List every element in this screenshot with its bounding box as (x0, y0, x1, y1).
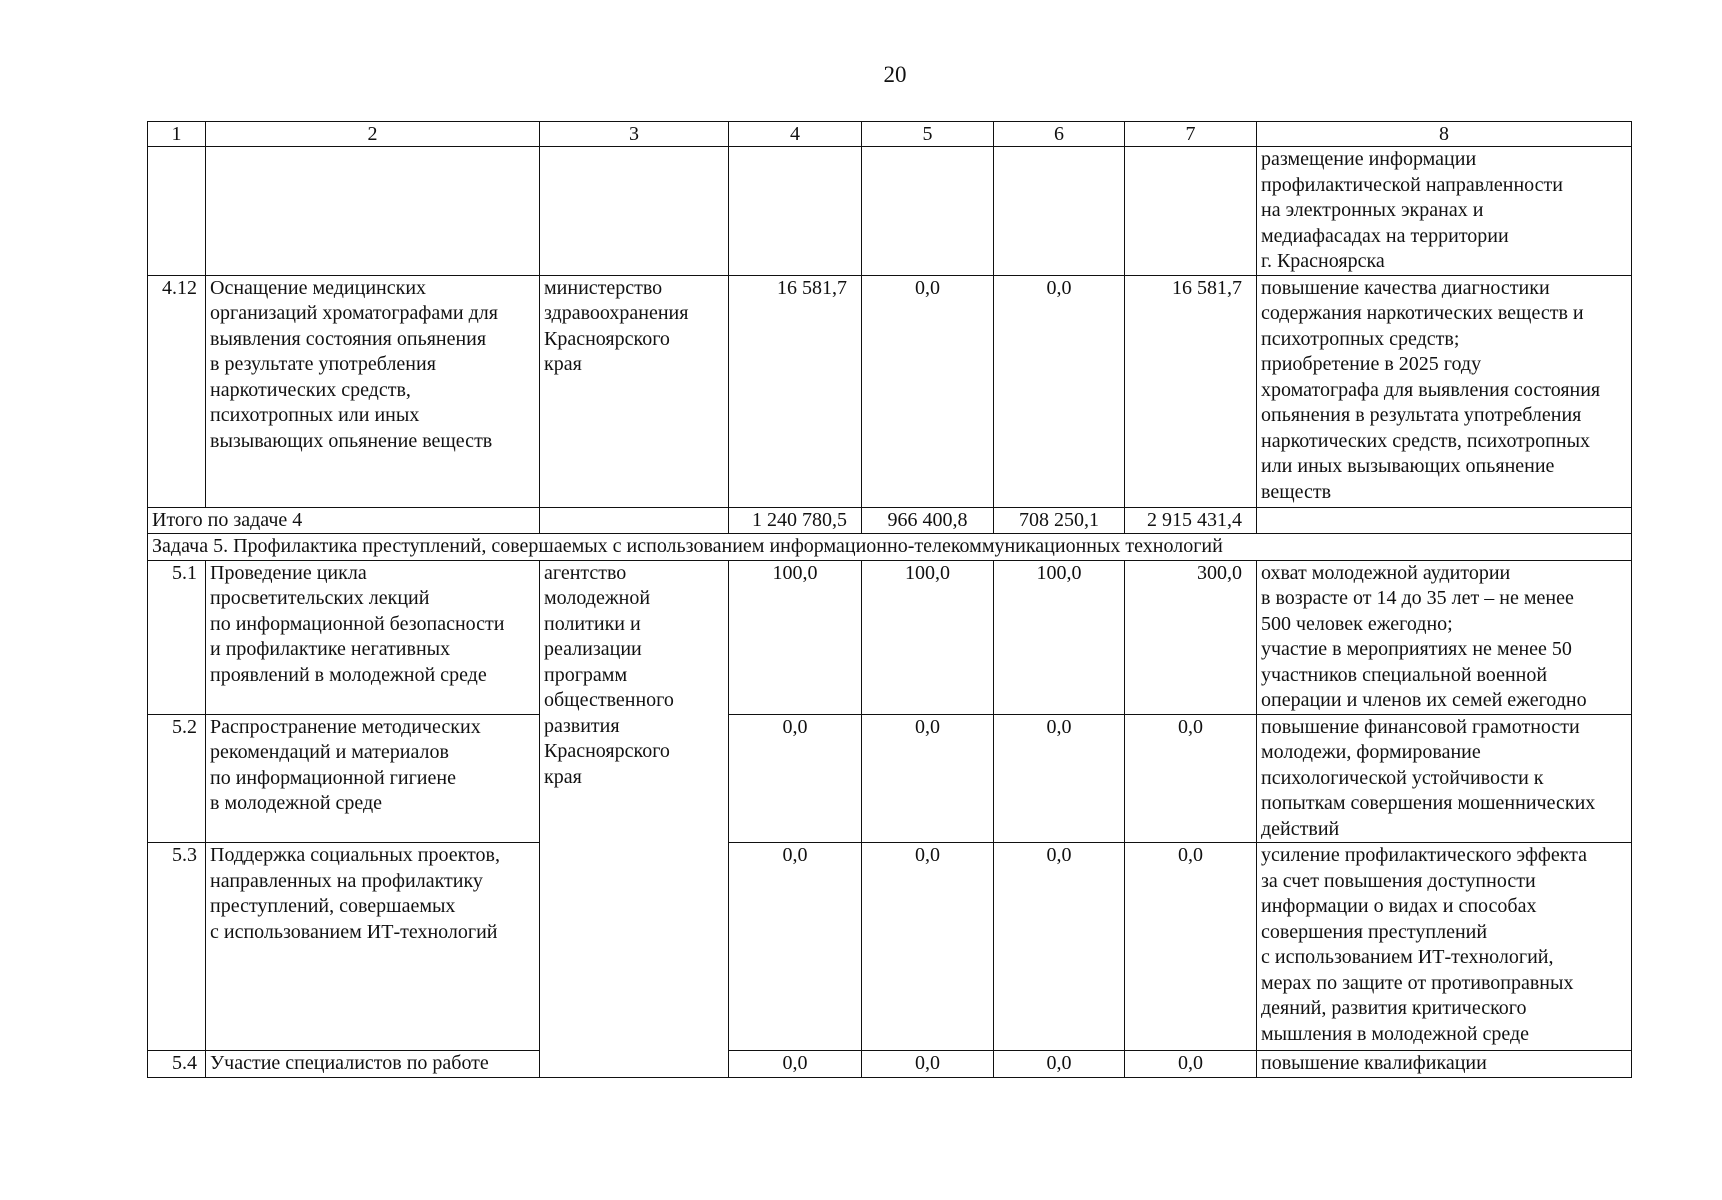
header-cell: 1 (148, 122, 206, 147)
result-cell: повышение финансовой грамотности молодежи, формирование психологической устойчивости к попыткам совершения мошеннических действий (1257, 714, 1632, 843)
value-col7: 16 581,7 (1125, 275, 1257, 507)
table-row-continuation (148, 147, 1632, 276)
header-row (148, 122, 1632, 147)
cell-empty (1257, 507, 1632, 534)
value-col6: 0,0 (994, 1051, 1125, 1078)
value-col6: 0,0 (994, 714, 1125, 843)
table-row-5-4 (148, 1051, 1632, 1078)
row-index: 5.1 (148, 560, 206, 714)
result-cell: усиление профилактического эффекта за счет повышения доступности информации о видах и способах совершения преступлений с использованием ИТ-технологий, мерах по защите от противоправных деяний, развития критического мышления в молодежной среде (1257, 843, 1632, 1051)
value-col7: 0,0 (1125, 843, 1257, 1051)
cell-empty (862, 147, 994, 276)
result-cell: размещение информации профилактической направленности на электронных экранах и медиафасадах на территории г. Красноярска (1257, 147, 1632, 276)
result-cell: охват молодежной аудитории в возрасте от 14 до 35 лет – не менее 500 человек ежегодно; участие в мероприятиях не менее 50 участников специальной военной операции и членов их семей ежегодно (1257, 560, 1632, 714)
header-cell: 7 (1125, 122, 1257, 147)
value-col5: 0,0 (862, 714, 994, 843)
measure-name: Оснащение медицинских организаций хроматографами для выявления состояния опьянения в результате употребления наркотических средств, психотропных или иных вызывающих опьянение веществ (206, 275, 540, 507)
page-number: 20 (883, 62, 907, 87)
header-cell: 3 (540, 122, 729, 147)
cell-empty (540, 507, 729, 534)
value-col4: 0,0 (729, 843, 862, 1051)
measure-name: Поддержка социальных проектов, направленных на профилактику преступлений, совершаемых с использованием ИТ-технологий (206, 843, 540, 1051)
value-col4: 0,0 (729, 1051, 862, 1078)
measure-name: Распространение методических рекомендаций и материалов по информационной гигиене в молодежной среде (206, 714, 540, 843)
total-col7: 2 915 431,4 (1125, 507, 1257, 534)
task5-title-row (148, 534, 1632, 561)
table-row-5-3 (148, 843, 1632, 1051)
value-col7: 300,0 (1125, 560, 1257, 714)
value-col5: 0,0 (862, 1051, 994, 1078)
value-col5: 100,0 (862, 560, 994, 714)
value-col5: 0,0 (862, 275, 994, 507)
value-col4: 100,0 (729, 560, 862, 714)
value-col6: 0,0 (994, 843, 1125, 1051)
row-index: 4.12 (148, 275, 206, 507)
total-col4: 1 240 780,5 (729, 507, 862, 534)
total-row-task4 (148, 507, 1632, 534)
result-cell: повышение качества диагностики содержания наркотических веществ и психотропных средств; приобретение в 2025 году хроматографа для выявления состояния опьянения в результата употребления наркотических средств, психотропных или иных вызывающих опьянение веществ (1257, 275, 1632, 507)
table-row-5-2 (148, 714, 1632, 843)
header-cell: 2 (206, 122, 540, 147)
program-table (147, 121, 1632, 1078)
value-col6: 100,0 (994, 560, 1125, 714)
value-col4: 0,0 (729, 714, 862, 843)
result-cell: повышение квалификации (1257, 1051, 1632, 1078)
header-cell: 6 (994, 122, 1125, 147)
value-col4: 16 581,7 (729, 275, 862, 507)
cell-empty (1125, 147, 1257, 276)
measure-name: Участие специалистов по работе (206, 1051, 540, 1078)
table-row-4-12 (148, 275, 1632, 507)
cell-empty (540, 147, 729, 276)
cell-empty (206, 147, 540, 276)
cell-empty (729, 147, 862, 276)
total-col6: 708 250,1 (994, 507, 1125, 534)
task-title: Задача 5. Профилактика преступлений, совершаемых с использованием информационно-телекоммуникационных технологий (148, 534, 1632, 561)
table-row-5-1 (148, 560, 1632, 714)
row-index: 5.3 (148, 843, 206, 1051)
total-col5: 966 400,8 (862, 507, 994, 534)
header-cell: 5 (862, 122, 994, 147)
value-col7: 0,0 (1125, 714, 1257, 843)
responsible-cell: агентство молодежной политики и реализации программ общественного развития Красноярского края (540, 560, 729, 1077)
header-cell: 4 (729, 122, 862, 147)
row-index: 5.4 (148, 1051, 206, 1078)
value-col7: 0,0 (1125, 1051, 1257, 1078)
header-cell: 8 (1257, 122, 1632, 147)
responsible-cell: министерство здравоохранения Красноярского края (540, 275, 729, 507)
cell-empty (994, 147, 1125, 276)
cell-empty (148, 147, 206, 276)
value-col6: 0,0 (994, 275, 1125, 507)
value-col5: 0,0 (862, 843, 994, 1051)
measure-name: Проведение цикла просветительских лекций по информационной безопасности и профилактике негативных проявлений в молодежной среде (206, 560, 540, 714)
row-index: 5.2 (148, 714, 206, 843)
total-label: Итого по задаче 4 (148, 507, 540, 534)
